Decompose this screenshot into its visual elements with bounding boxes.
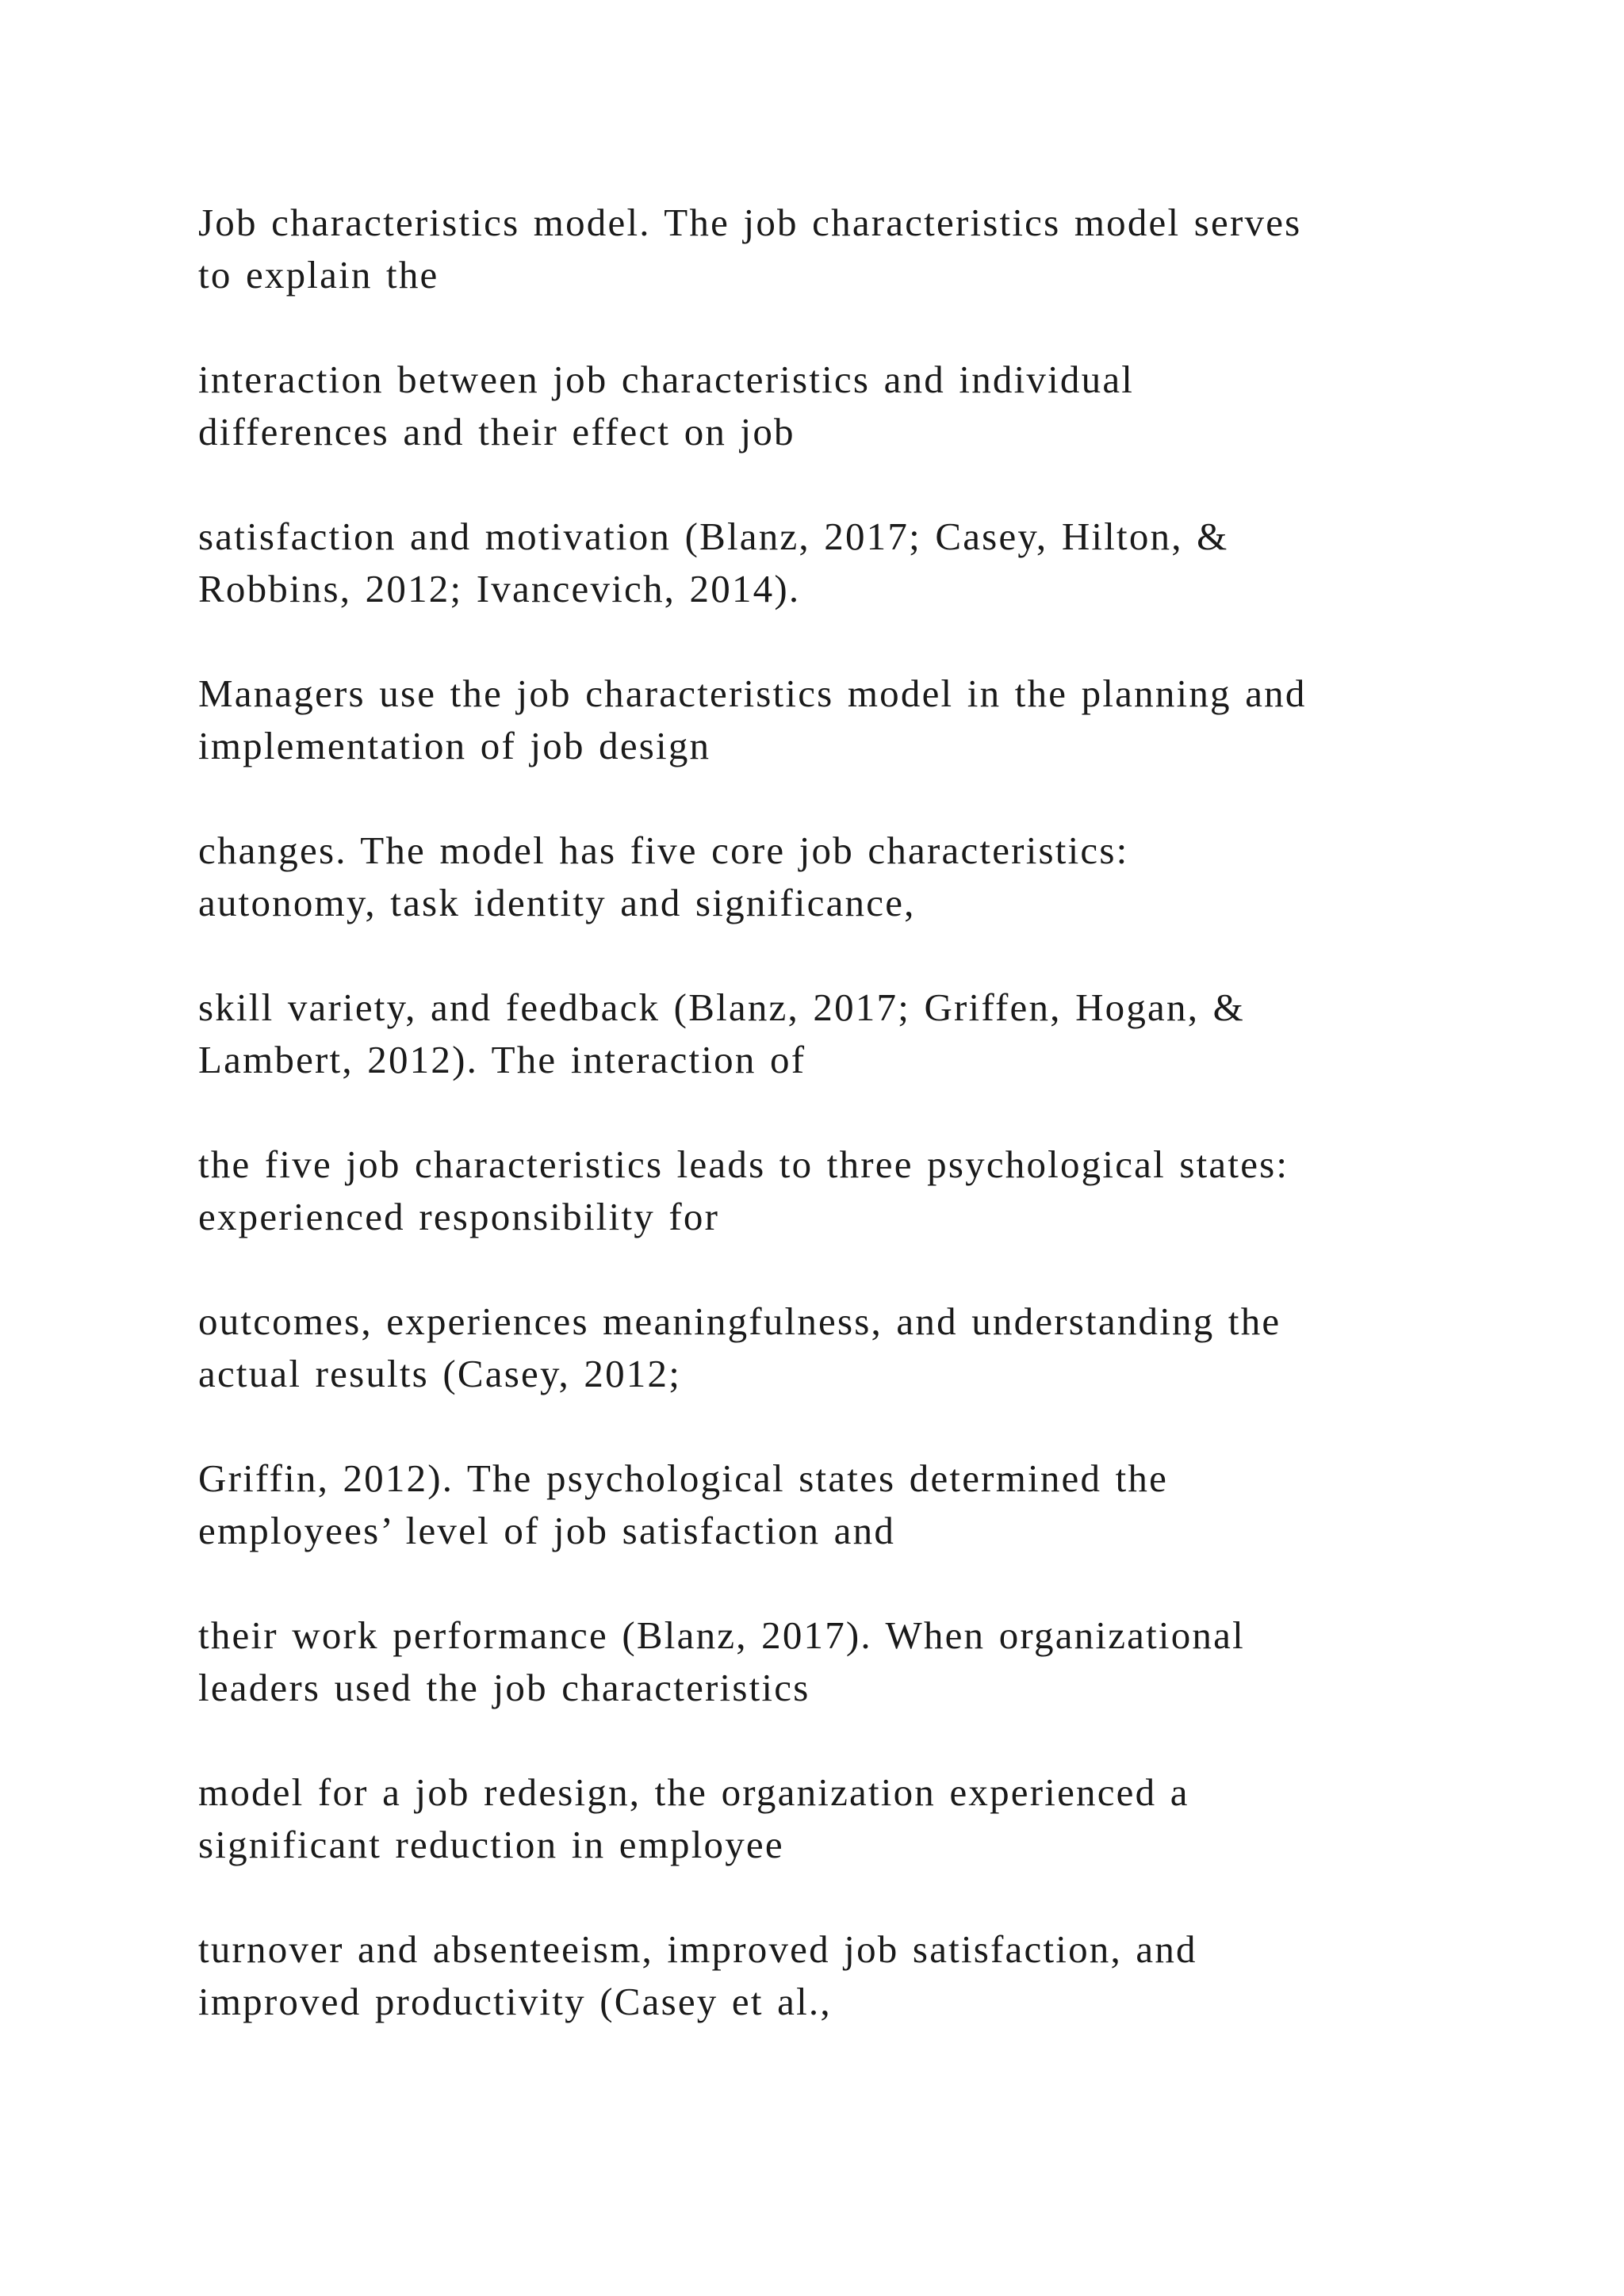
text-line: outcomes, experiences meaningfulness, and understanding the: [198, 1299, 1281, 1343]
text-line: their work performance (Blanz, 2017). When organizational: [198, 1613, 1245, 1657]
text-line: implementation of job design: [198, 724, 711, 767]
text-line: Griffin, 2012). The psychological states determined the: [198, 1456, 1169, 1500]
text-line: actual results (Casey, 2012;: [198, 1352, 682, 1395]
paragraph: [198, 1452, 1467, 1557]
text-line: interaction between job characteristics and individual: [198, 358, 1135, 401]
text-line: satisfaction and motivation (Blanz, 2017; Casey, Hilton, &: [198, 515, 1229, 558]
text-line: changes. The model has five core job characteristics:: [198, 828, 1129, 872]
text-line: the five job characteristics leads to three psychological states:: [198, 1142, 1289, 1186]
paragraph: [198, 1295, 1467, 1400]
paragraph: [198, 197, 1467, 301]
text-line: autonomy, task identity and significance,: [198, 881, 916, 924]
text-line: Robbins, 2012; Ivancevich, 2014).: [198, 567, 801, 610]
text-line: skill variety, and feedback (Blanz, 2017; Griffen, Hogan, &: [198, 985, 1245, 1029]
paragraph: [198, 1923, 1467, 2028]
text-line: to explain the: [198, 253, 439, 297]
paragraph: [198, 1766, 1467, 1871]
text-line: employees’ level of job satisfaction and: [198, 1509, 896, 1552]
text-line: differences and their effect on job: [198, 410, 795, 453]
text-line: turnover and absenteeism, improved job satisfaction, and: [198, 1927, 1197, 1971]
text-line: Job characteristics model. The job characteristics model serves: [198, 201, 1302, 244]
paragraph: [198, 982, 1467, 1086]
text-line: improved productivity (Casey et al.,: [198, 1980, 832, 2023]
text-line: Lambert, 2012). The interaction of: [198, 1038, 806, 1081]
text-line: model for a job redesign, the organization experienced a: [198, 1770, 1189, 1814]
text-line: Managers use the job characteristics model in the planning and: [198, 672, 1307, 715]
paragraph: [198, 1138, 1467, 1243]
text-line: leaders used the job characteristics: [198, 1666, 810, 1709]
paragraph: [198, 511, 1467, 615]
paragraph: [198, 354, 1467, 458]
paragraph: [198, 668, 1467, 772]
paragraph: [198, 1609, 1467, 1714]
text-line: significant reduction in employee: [198, 1823, 784, 1866]
text-line: experienced responsibility for: [198, 1195, 720, 1238]
paragraph: [198, 825, 1467, 929]
document-body: [198, 197, 1467, 2080]
